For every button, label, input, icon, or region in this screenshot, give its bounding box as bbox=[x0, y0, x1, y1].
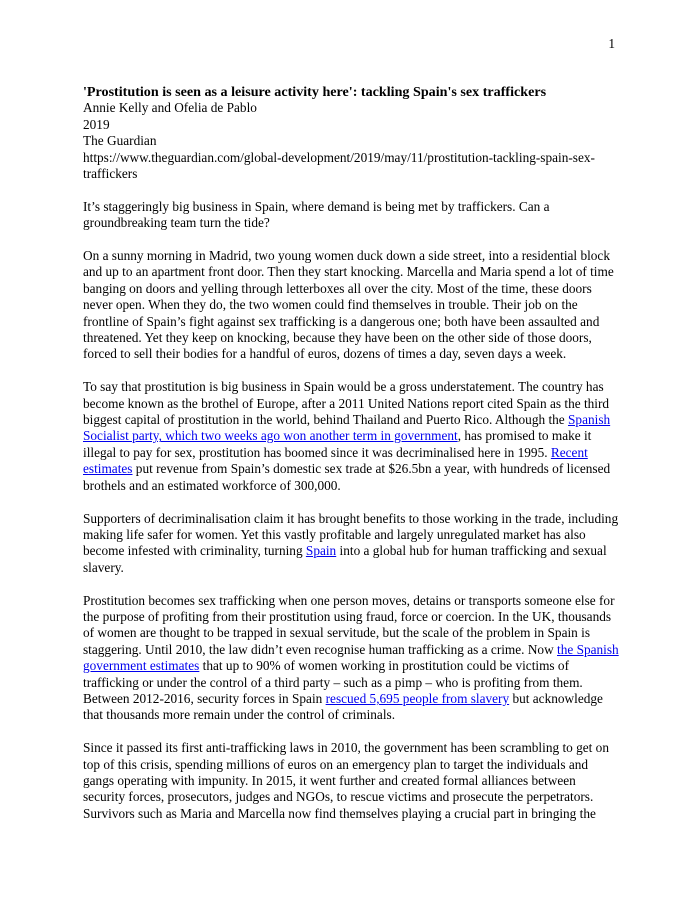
article-header bbox=[83, 84, 620, 182]
inline-link[interactable]: Spanish Socialist party, which two weeks ago won another term in government bbox=[83, 412, 611, 444]
article-source-url: https://www.theguardian.com/global-development/2019/may/11/prostitution-tackling-spain-sex-traffickers bbox=[83, 149, 595, 182]
article-content bbox=[83, 84, 620, 822]
text-run: but acknowledge that thousands more remain under the control of criminals. bbox=[83, 690, 603, 723]
paragraph bbox=[83, 199, 620, 232]
paragraph bbox=[83, 248, 620, 363]
text-run: into a global hub for human trafficking and sexual slavery. bbox=[83, 543, 607, 575]
article-publication: The Guardian bbox=[83, 133, 157, 149]
text-run: that up to 90% of women working in prostitution could be victims of trafficking or under the control of a third party – such as a pimp – who is profiting from them. Between 2012-2016, security forces in Spain bbox=[83, 658, 583, 706]
inline-link[interactable]: Recent estimates bbox=[83, 444, 588, 477]
paragraph bbox=[83, 511, 620, 577]
text-run: , has promised to make it illegal to pay for sex, prostitution has boomed since it was decriminalised here in 1995. bbox=[83, 428, 592, 460]
article-title: 'Prostitution is seen as a leisure activity here': tackling Spain's sex traffickers bbox=[83, 84, 547, 100]
text-run: Prostitution becomes sex trafficking when one person moves, detains or transports someone else for the purpose of profiting from their prostitution using fraud, force or coercion. In the UK, thousands of women are thought to be trapped in sexual servitude, but the scale of the problem in Spain is staggering. Until 2010, the law didn’t even recognise human trafficking as a crime. Now bbox=[83, 592, 615, 657]
text-run: It’s staggeringly big business in Spain, where demand is being met by traffickers. Can a groundbreaking team turn the tide? bbox=[83, 198, 550, 231]
text-run: put revenue from Spain’s domestic sex trade at $26.5bn a year, with hundreds of licensed brothels and an estimated workforce of 300,000. bbox=[83, 461, 611, 493]
inline-link[interactable]: Spain bbox=[305, 543, 337, 559]
paragraph bbox=[83, 379, 620, 494]
text-run: Since it passed its first anti-trafficking laws in 2010, the government has been scrambling to get on top of this crisis, spending millions of euros on an emergency plan to target the individuals and gangs operating with impunity. In 2015, it went further and created formal alliances between security forces, prosecutors, judges and NGOs, to rescue victims and prosecute the perpetrators. Survivors such as Maria and Marcella now find themselves playing a crucial part in bringing the bbox=[83, 740, 609, 821]
article-year: 2019 bbox=[83, 116, 110, 132]
page-number: 1 bbox=[608, 36, 615, 51]
paragraph bbox=[83, 740, 620, 822]
inline-link[interactable]: rescued 5,695 people from slavery bbox=[325, 690, 510, 706]
article-byline: Annie Kelly and Ofelia de Pablo bbox=[83, 100, 257, 116]
text-run: To say that prostitution is big business in Spain would be a gross understatement. The country has become known as the brothel of Europe, after a 2011 United Nations report cited Spain as the third biggest capital of prostitution in the world, behind Thailand and Puerto Rico. Although the bbox=[83, 379, 610, 428]
text-run: Supporters of decriminalisation claim it has brought benefits to those working in the trade, including making life safer for women. Yet this vastly profitable and largely unregulated market has also become infested with criminality, turning bbox=[83, 510, 619, 559]
text-run: On a sunny morning in Madrid, two young women duck down a side street, into a residential block and up to an apartment front door. Then they start knocking. Marcella and Maria spend a lot of time banging on doors and yelling through letterboxes all over the city. Most of the time, these doors never open. When they do, the two women could find themselves in trouble. Their job on the frontline of Spain’s fight against sex trafficking is a dangerous one; both have been assaulted and threatened. Yet they keep on knocking, because they have been on the other side of those doors, forced to sell their bodies for a handful of euros, dozens of times a day, seven days a week. bbox=[83, 248, 614, 362]
paragraph bbox=[83, 593, 620, 724]
inline-link[interactable]: the Spanish government estimates bbox=[83, 641, 619, 674]
article-body bbox=[83, 199, 620, 822]
